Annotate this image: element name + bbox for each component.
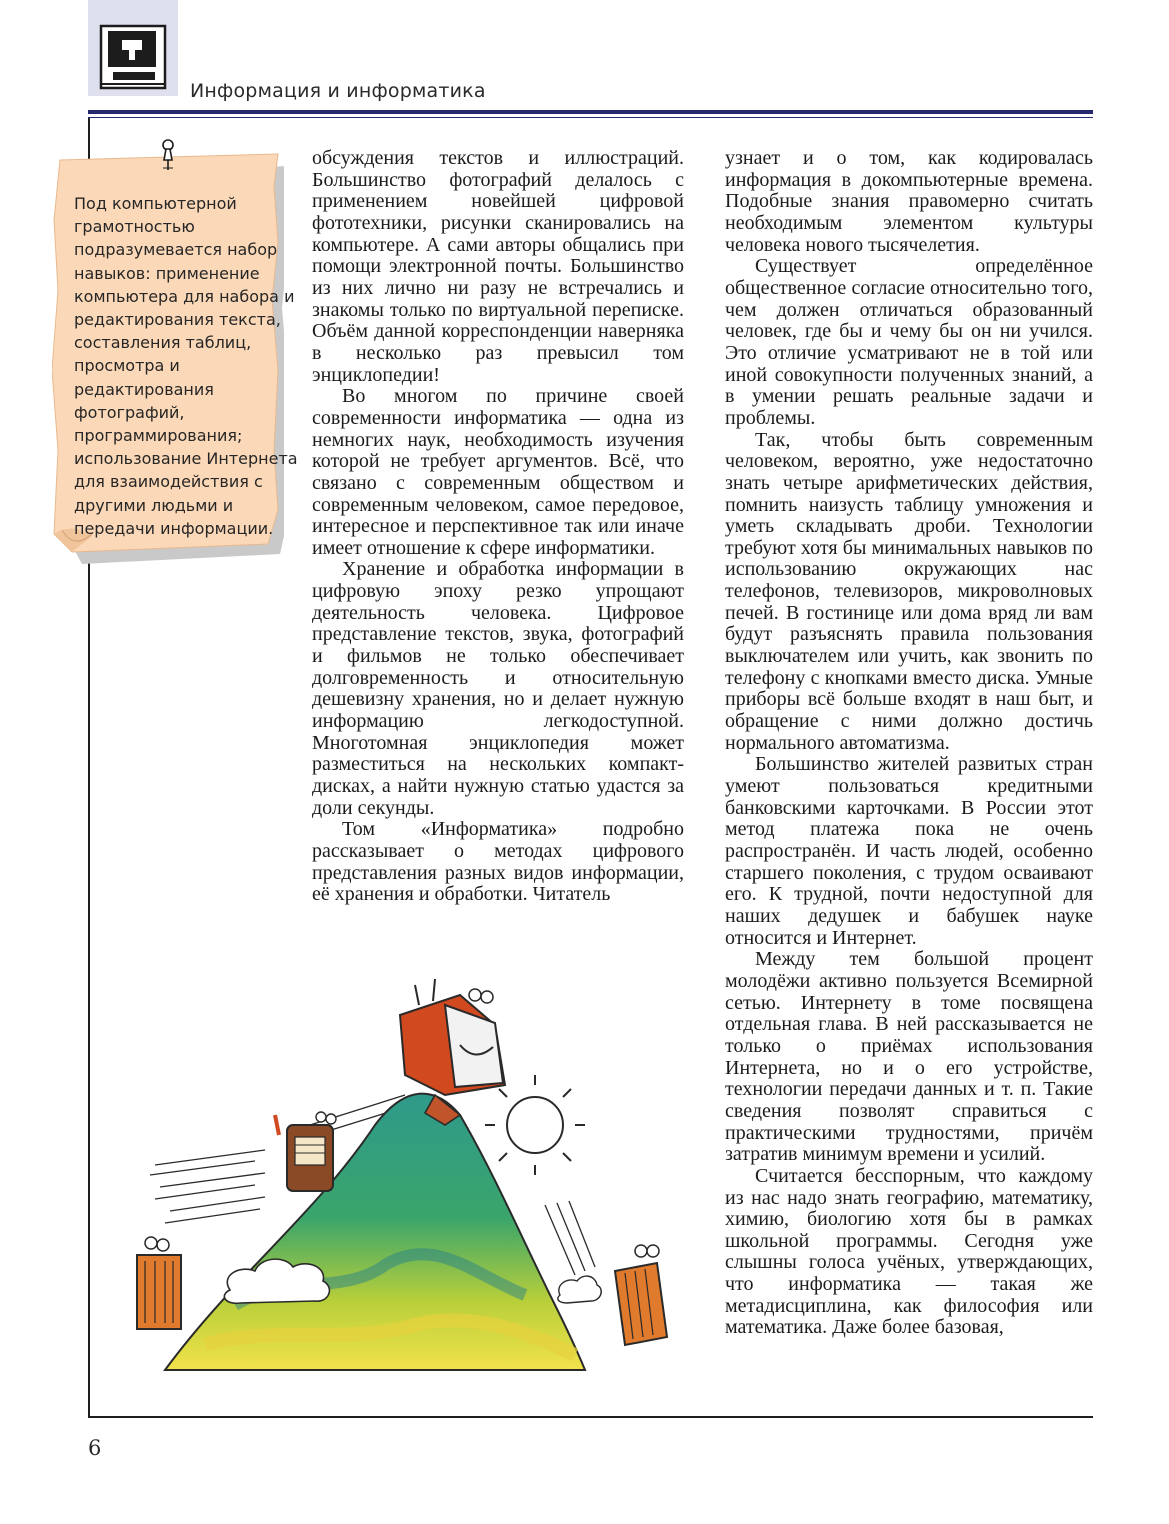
- paragraph: Хранение и обработка информации в цифровую эпоху резко упрощают деятельность человека. Цифровое представление текстов, звука, фотографий и фильмов не только обеспечивает долговременность и относительную дешевизну хранения, но и делает нужную информацию легкодоступной. Многотомная энциклопедия может разместиться на нескольких компакт-дисках, а найти нужную статью удастся за доли секунды.: [312, 558, 684, 819]
- paragraph: Во многом по причине своей современности информатика — одна из немногих наук, необходимость изучения которой не требует аргументов. Всё, что связано с современным обществом и современным человеком, самое передовое, интересное и перспективное так или иначе имеет отношение к сфере информатики.: [312, 385, 684, 559]
- abacus-character-icon: [137, 1237, 181, 1329]
- paragraph: Считается бесспорным, что каждому из нас надо знать географию, математику, химию, биологию хотя бы в рамках школьной программы. Сегодня уже слышны голоса учёных, утверждающих, что информатика — такая же метадисциплина, как философия или математика. Даже более базовая,: [725, 1164, 1093, 1339]
- radio-character-icon: [275, 1112, 336, 1191]
- article-column-middle: [312, 148, 684, 906]
- section-title: Информация и информатика: [190, 80, 486, 102]
- computer-icon: [88, 0, 178, 96]
- article-column-right: [725, 148, 1093, 1339]
- paragraph: обсуждения текстов и иллюстраций. Большинство фотографий делалось с применением новейшей цифровой фототехники, рисунки сканировались на компьютере. А сами авторы общались при помощи электронной почты. Большинство из них лично ни разу не встречались и знакомы только по виртуальной переписке. Объём данной корреспонденции наверняка в несколько раз превысил том энциклопедии!: [312, 147, 684, 386]
- paragraph: Том «Информатика» подробно рассказывает о методах цифрового представления разных видов информации, её хранения и обработки. Читатель: [312, 818, 684, 906]
- section-icon-box: [88, 0, 178, 96]
- page-frame-bottom: [88, 1416, 1093, 1418]
- sidebar-note: [52, 150, 298, 582]
- paragraph: Между тем большой процент молодёжи активно пользуется Всемирной сетью. Интернету в томе посвящена отдельная глава. В ней рассказывается не только о приёмах использования Интернета, но и о его устройстве, технологии передачи данных и т. п. Такие сведения позволят справиться с практическими трудностями, причём затратив минимум времени и усилий.: [725, 948, 1093, 1166]
- note-text: Под компьютерной грамотностью подразумевается набор навыков: применение компьютера для набора и редактирования текста, составления таблиц, просмотра и редактирования фотографий, программирования; использование Интернета для взаимодействия с другими людьми и передачи информации.: [74, 194, 298, 538]
- illustration: [115, 975, 700, 1405]
- header-rule: [88, 110, 1093, 114]
- pushpin-icon: [156, 138, 180, 174]
- cloud-icon: [224, 1259, 329, 1303]
- sun-icon: [485, 1075, 585, 1175]
- paragraph: Так, чтобы быть современным человеком, вероятно, уже недостаточно знать четыре арифметических действия, помнить наизусть таблицу умножения и уметь складывать дроби. Технологии требуют хотя бы минимальных навыков по использованию окружающих нас телефонов, телевизоров, микроволновых печей. В гостинице или дома вряд ли вам будут разъяснять правила пользования выключателем или учить, как звонить по телефону с кнопками вместо диска. Умные приборы всё больше входят в наш быт, и обращение с ними должно достичь нормального автоматизма.: [725, 428, 1093, 754]
- abacus-character-icon-right: [615, 1245, 667, 1345]
- header-rule-thin: [88, 117, 1093, 118]
- paragraph: узнает и о том, как кодировалась информация в докомпьютерные времена. Подобные знания правомерно считать необходимым элементом культуры человека нового тысячелетия.: [725, 147, 1093, 256]
- paragraph: Существует определённое общественное согласие относительно того, чем должен отличаться образованный человек, где бы и чему бы он ни учился. Это отличие усматривают не в той или иной совокупности полученных знаний, а в умении решать реальные задачи и проблемы.: [725, 255, 1093, 429]
- page-number: 6: [88, 1436, 102, 1460]
- paragraph: Большинство жителей развитых стран умеют пользоваться кредитными банковскими карточками. В России этот метод платежа пока не очень распространён. И часть людей, особенно старшего поколения, с трудом осваивают его. К трудной, почти недоступной для наших дедушек и бабушек науке относится и Интернет.: [725, 753, 1093, 949]
